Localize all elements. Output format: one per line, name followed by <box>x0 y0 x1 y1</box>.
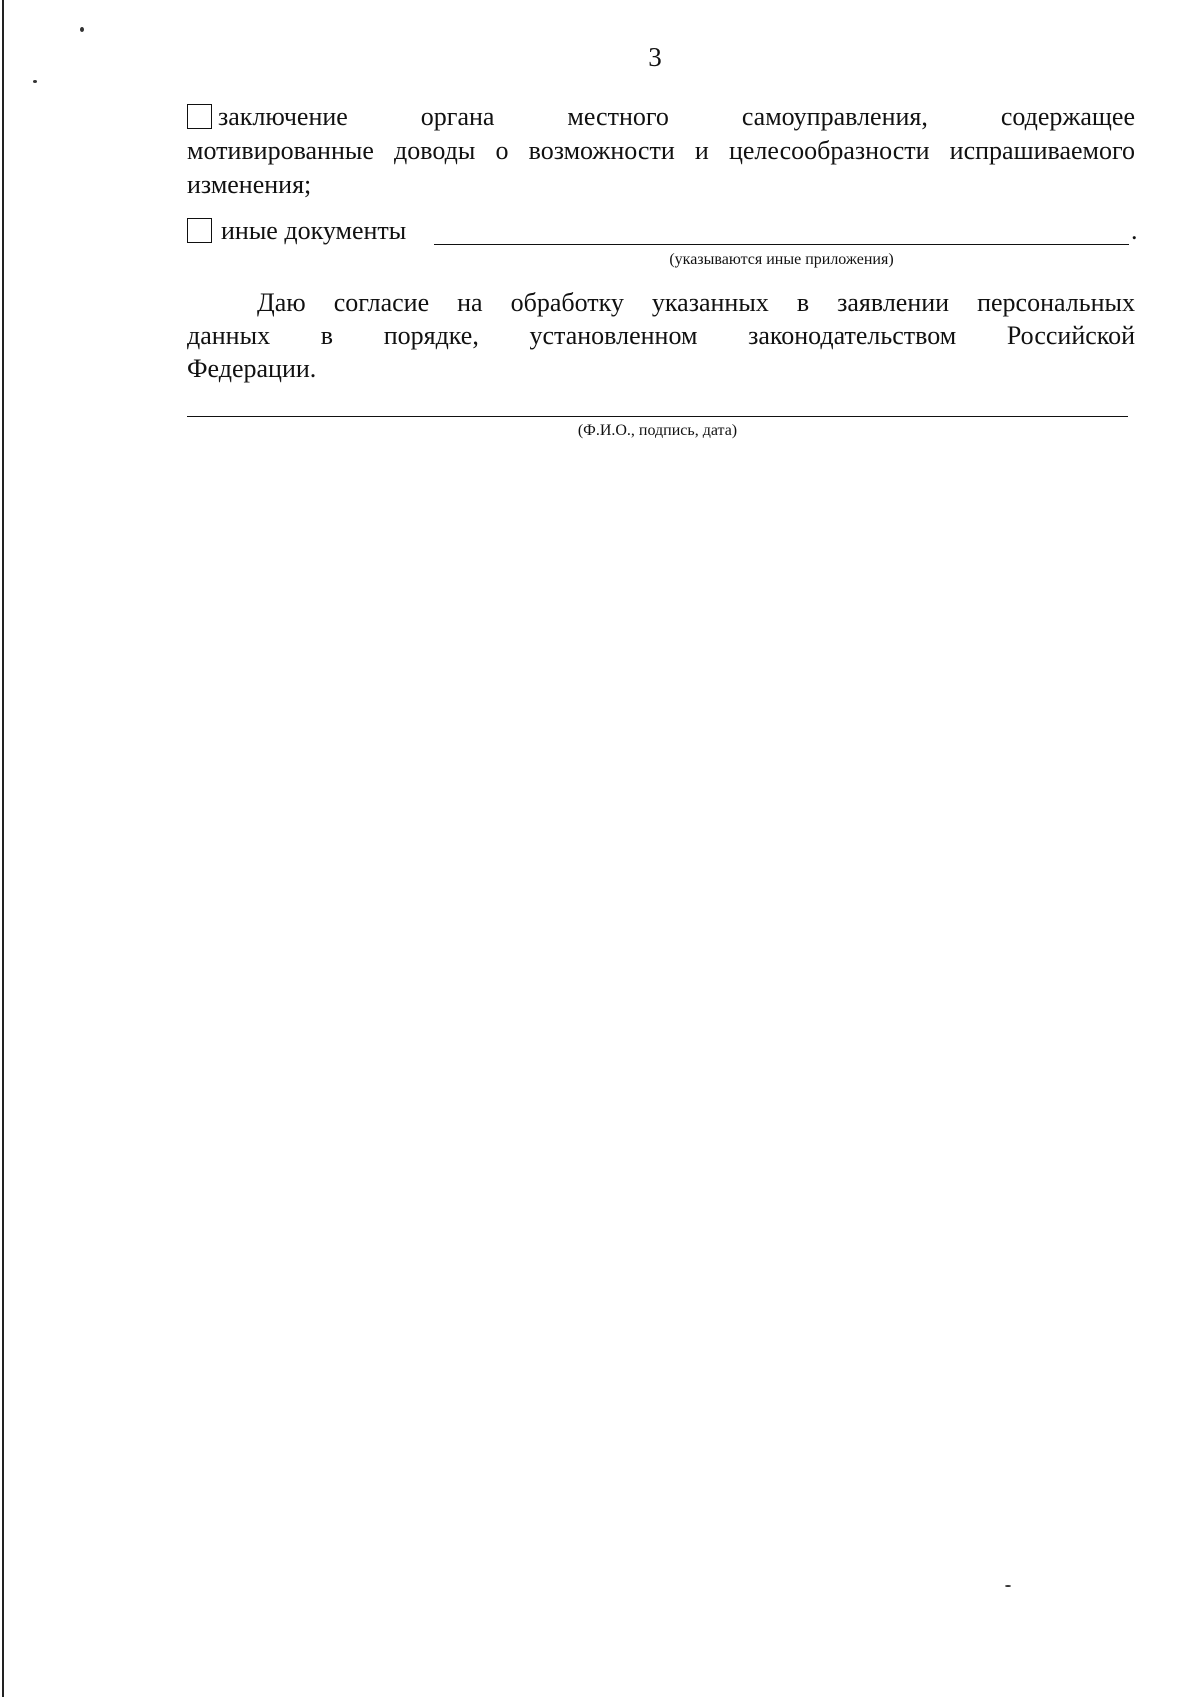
scan-speck <box>1005 1585 1011 1587</box>
page-number: 3 <box>648 42 662 72</box>
signature-field[interactable] <box>187 396 1128 417</box>
conclusion-line-1: заключение органа местного самоуправления, содержащее <box>218 102 1135 131</box>
consent-line-2: данных в порядке, установленном законодательством Российской <box>187 321 1135 350</box>
other-documents-end-mark: . <box>1131 216 1138 245</box>
signature-caption: (Ф.И.О., подпись, дата) <box>577 422 738 439</box>
conclusion-checkbox[interactable] <box>187 104 212 129</box>
consent-line-3: Федерации. <box>187 354 317 383</box>
scan-edge <box>2 0 4 1697</box>
other-documents-label: иные документы <box>221 216 407 245</box>
other-documents-checkbox[interactable] <box>187 218 212 243</box>
other-documents-caption: (указываются иные приложения) <box>669 251 894 268</box>
scan-speck <box>80 27 84 32</box>
scan-speck <box>33 80 37 83</box>
conclusion-line-3: изменения; <box>187 170 312 199</box>
conclusion-line-2: мотивированные доводы о возможности и целесообразности испрашиваемого <box>187 136 1135 165</box>
other-documents-field[interactable] <box>434 224 1129 245</box>
consent-line-1: Даю согласие на обработку указанных в заявлении персональных <box>257 288 1135 317</box>
